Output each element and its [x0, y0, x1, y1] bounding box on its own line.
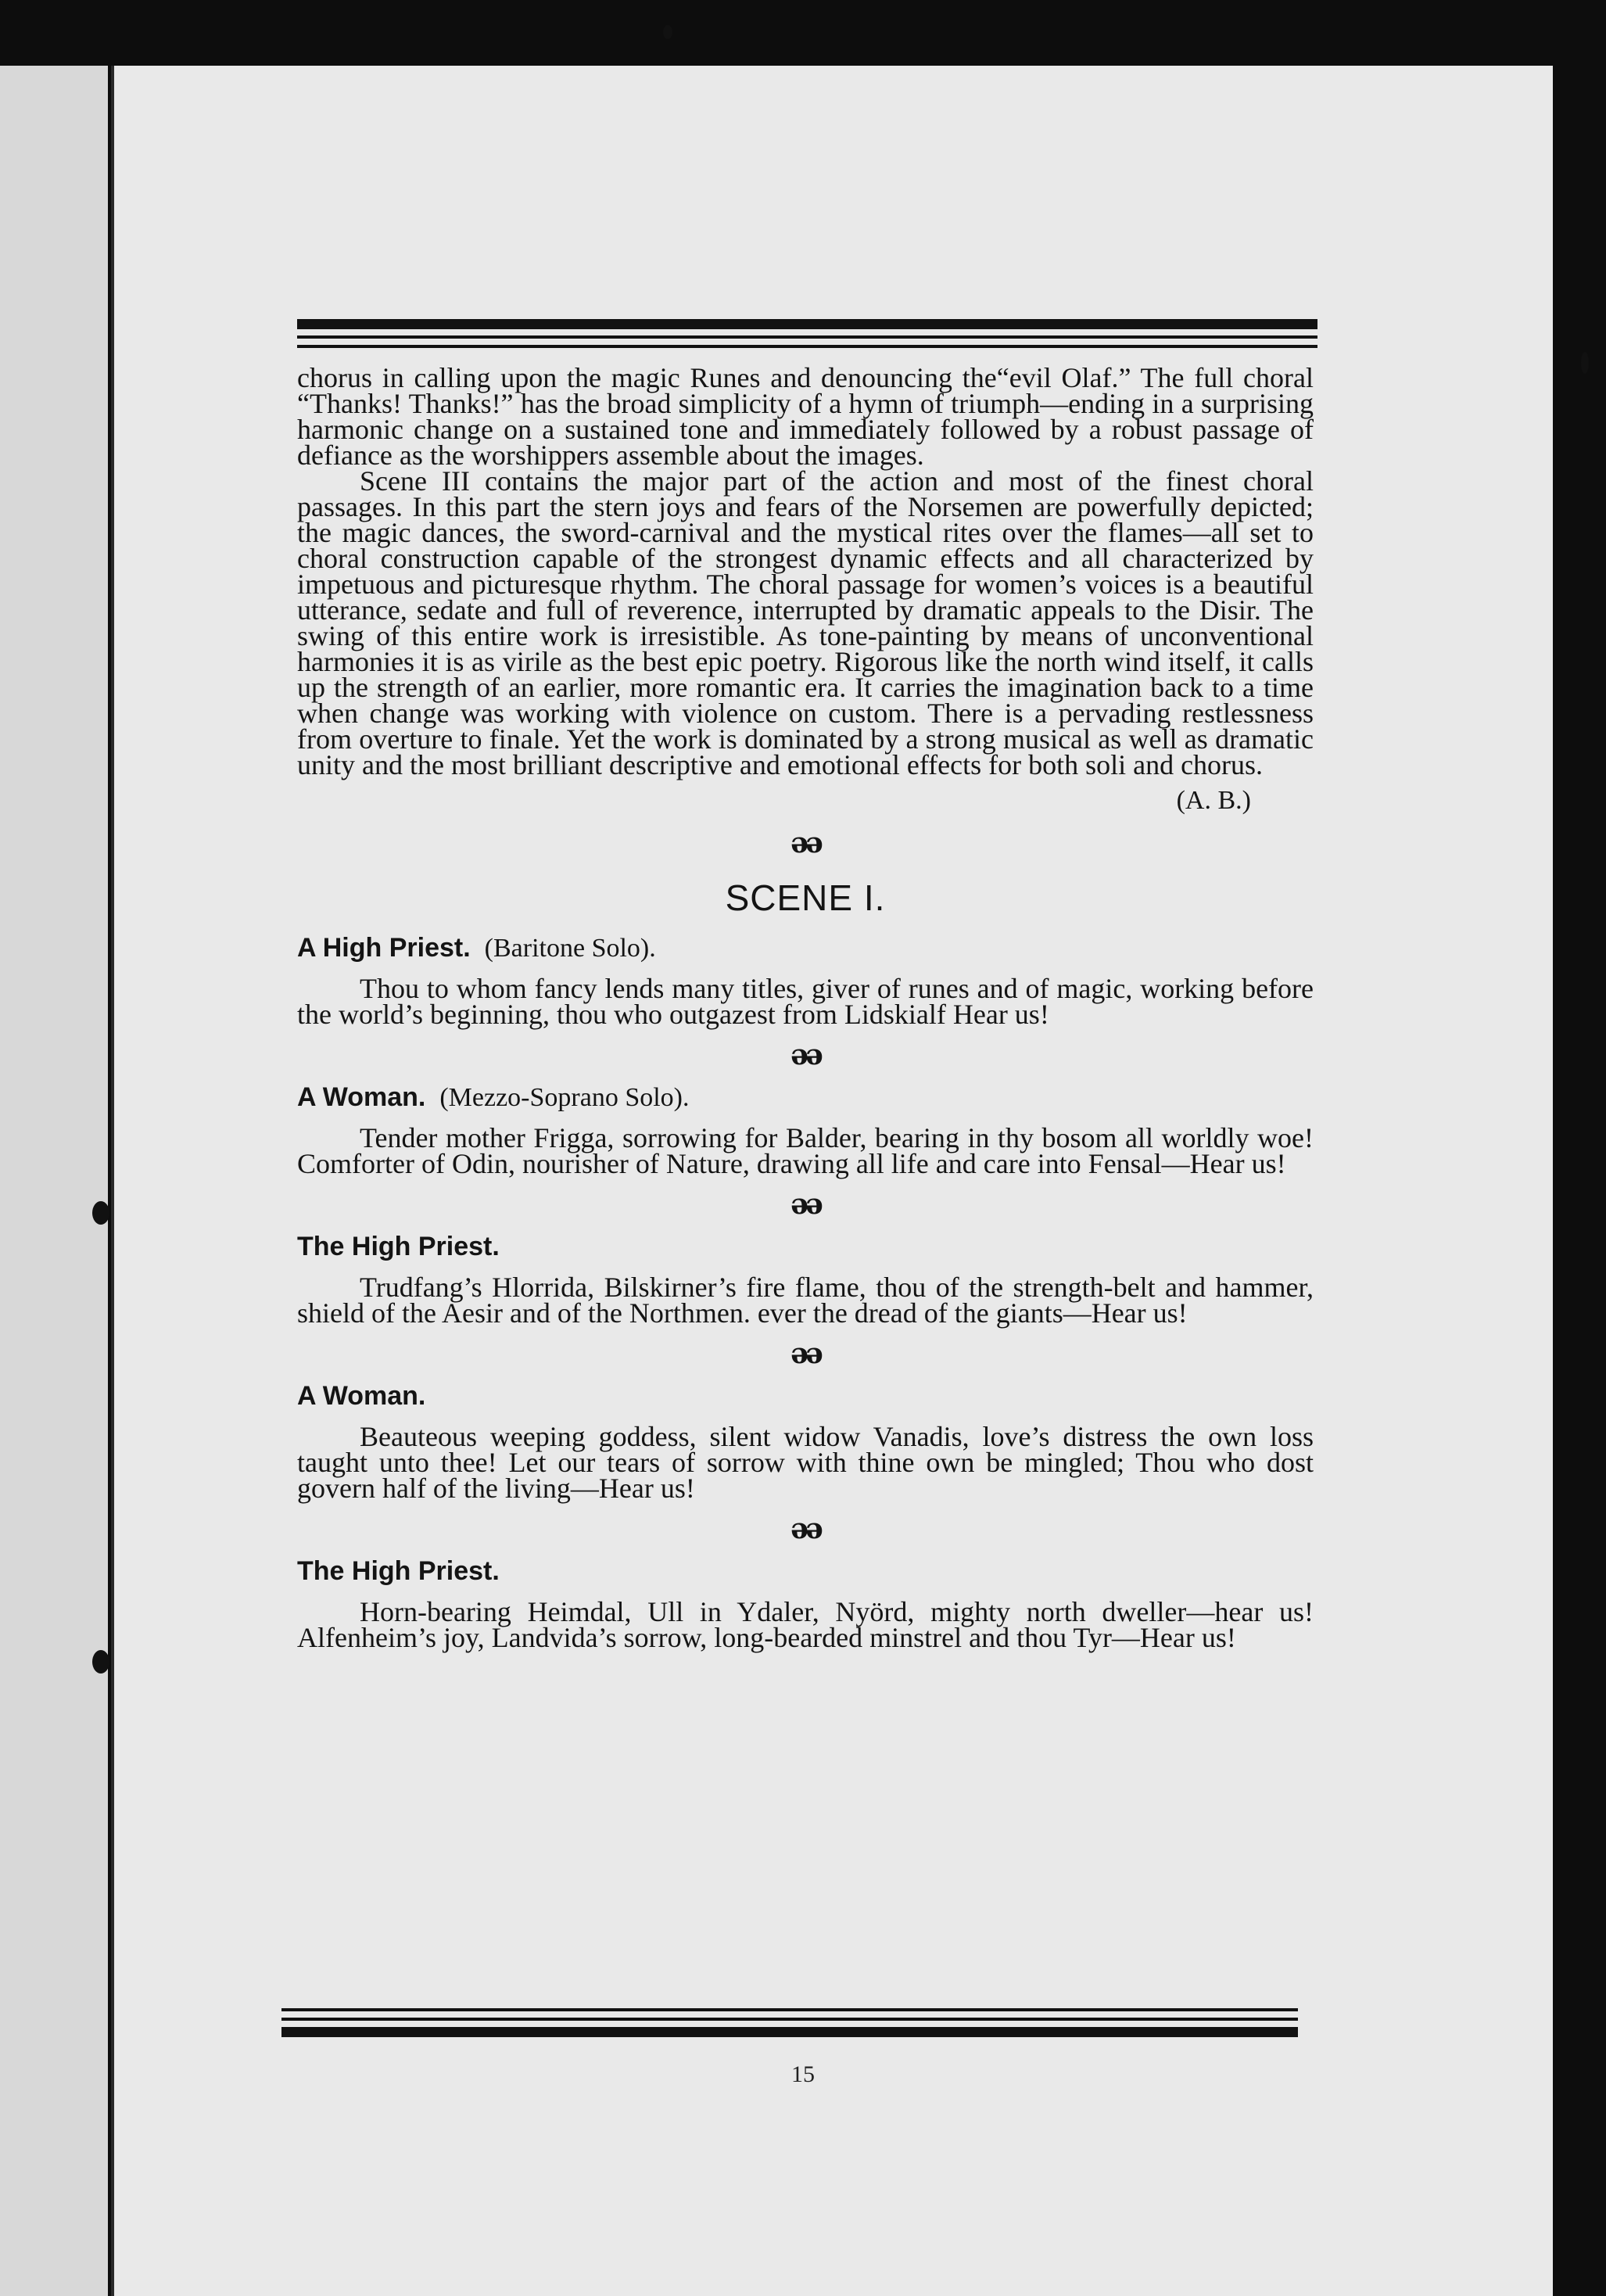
bottom-rule-ornament — [281, 2008, 1298, 2037]
rule-thin — [297, 345, 1317, 348]
speaker-name: A High Priest. — [297, 933, 471, 963]
voice-part: (Mezzo-Soprano Solo). — [439, 1083, 690, 1112]
speech-text: Tender mother Frigga, sorrowing for Balder, bearing in thy bosom all worldly woe! Comforter of Odin, nourisher of Nature, drawing all life and care into Fensal—Hear us! — [297, 1122, 1314, 1179]
scene-three-paragraph: Scene III contains the major part of the action and most of the finest choral passages. In this part the stern joys and fears of the Norsemen are powerfully depicted; the magic dances, the sword-carnival and the mystical rites over the flames—all set to choral construction capable of the strongest dynamic effects and all characterized by impetuous and picturesque rhythm. The choral passage for women’s voices is a beautiful utterance, sedate and full of reverence, interrupted by dramatic appeals to the Disir. The swing of this entire work is irresistible. As tone-painting by means of unconventional harmonies it is as virile as the best epic poetry. Rigorous like the north wind itself, it calls up the strength of an earlier, more romantic era. It carries the imagination back to a time when change was working with violence on custom. There is a pervading restlessness from overture to finale. Yet the work is dominated by a strong musical as well as dramatic unity and the most brilliant descriptive and emotional effects for both soli and chorus. — [297, 465, 1314, 780]
ornament-divider: əə — [790, 827, 820, 859]
speaker-line — [297, 1232, 1314, 1262]
speech-text: Horn-bearing Heimdal, Ull in Ydaler, Nyörd, mighty north dweller—hear us! Alfenheim’s joy, Landvida’s sorrow, long-bearded minstrel and thou Tyr—Hear us! — [297, 1596, 1314, 1653]
rule-thin — [281, 2008, 1298, 2011]
speech-block — [297, 1082, 1314, 1221]
ornament-divider: əə — [790, 1039, 820, 1071]
scan-speck — [663, 25, 672, 39]
page-content — [297, 319, 1314, 1651]
voice-part: (Baritone Solo). — [484, 934, 656, 963]
speaker-name: The High Priest. — [297, 1556, 500, 1586]
speech-text: Trudfang’s Hlorrida, Bilskirner’s fire flame, thou of the strength-belt and hammer, shield of the Aesir and of the Northmen. ever the dread of the giants—Hear us! — [297, 1272, 1314, 1329]
speech-block — [297, 933, 1314, 1071]
speaker-line — [297, 1381, 1314, 1412]
speaker-line — [297, 1556, 1314, 1587]
speaker-line — [297, 933, 1314, 963]
speech-text: Beauteous weeping goddess, silent widow Vanadis, love’s distress the own loss taught unto thee! Let our tears of sorrow with thine own be mingled; Thou who dost govern half of the living—Hear us! — [297, 1421, 1314, 1504]
scene-title: SCENE I. — [725, 877, 886, 918]
continuation-paragraph: chorus in calling upon the magic Runes and denouncing the“evil Olaf.” The full choral “Thanks! Thanks!” has the broad simplicity of a hymn of triumph—ending in a surprising harmonic change on a sustained tone and immediately followed by a robust passage of defiance as the worshippers assemble about the images. — [297, 362, 1314, 471]
page-number: 15 — [791, 2061, 815, 2087]
speaker-line — [297, 1082, 1314, 1113]
adjacent-page-edge — [0, 66, 108, 2296]
speaker-name: The High Priest. — [297, 1232, 500, 1261]
ornament-divider: əə — [790, 1337, 820, 1370]
rule-thin — [297, 335, 1317, 339]
ornament-divider: əə — [790, 1512, 820, 1545]
rule-thick — [281, 2027, 1298, 2037]
speech-block — [297, 1381, 1314, 1545]
top-rule-ornament — [297, 319, 1317, 348]
scan-speck — [92, 1201, 109, 1225]
rule-thin — [281, 2018, 1298, 2021]
speech-block — [297, 1556, 1314, 1651]
speaker-name: A Woman. — [297, 1381, 426, 1411]
author-signature: (A. B.) — [1176, 786, 1251, 815]
speaker-name: A Woman. — [297, 1082, 426, 1112]
scan-speck — [1581, 352, 1589, 374]
rule-thick — [297, 319, 1317, 329]
ornament-divider: əə — [790, 1188, 820, 1221]
speech-text: Thou to whom fancy lends many titles, giver of runes and of magic, working before the world’s beginning, thou who outgazest from Lidskialf Hear us! — [297, 973, 1314, 1030]
scan-speck — [92, 1650, 109, 1674]
speech-block — [297, 1232, 1314, 1370]
